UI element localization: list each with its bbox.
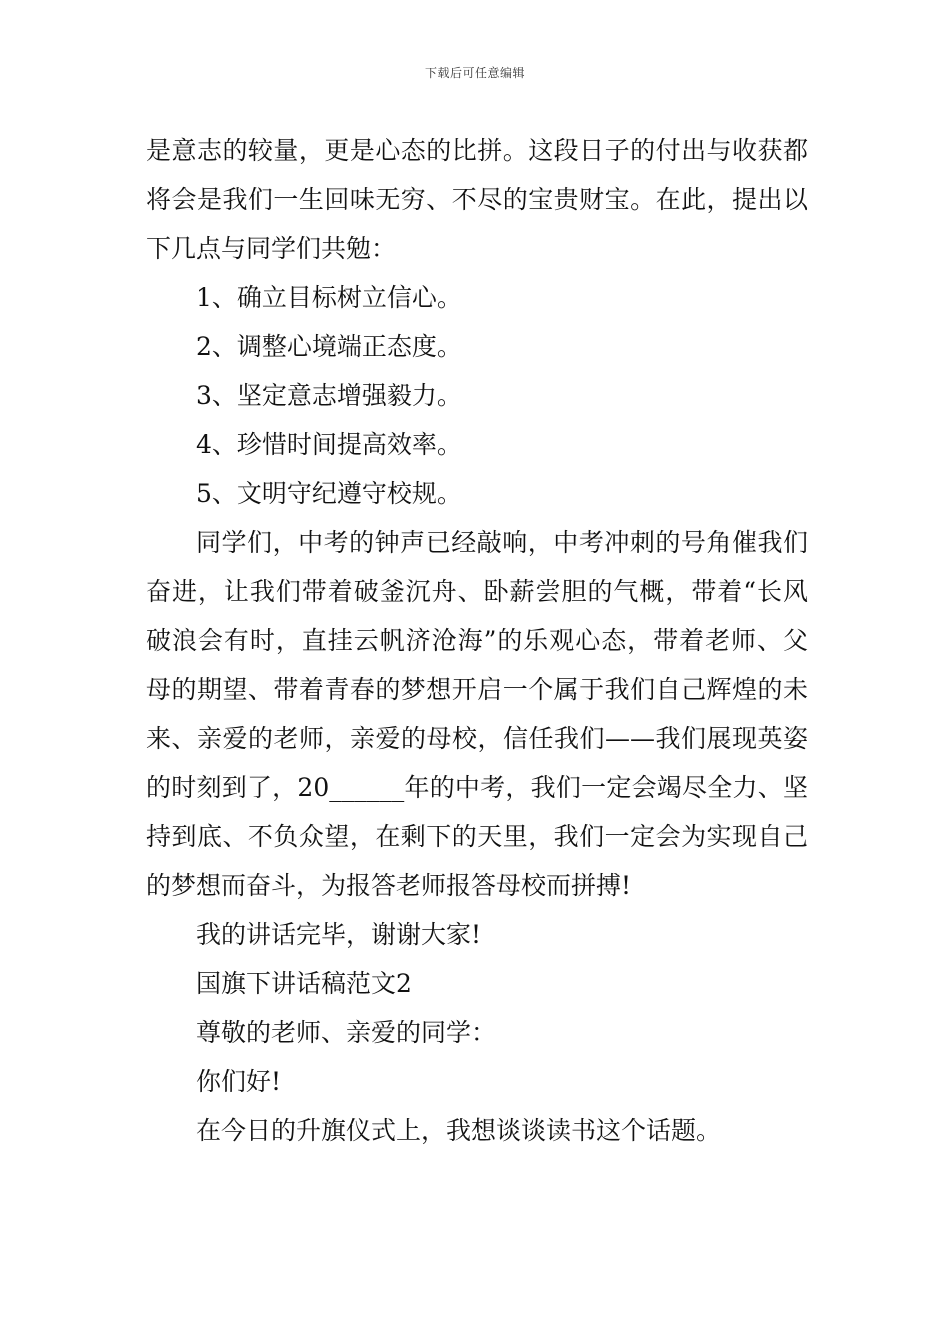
paragraph-closing: 我的讲话完毕，谢谢大家! — [196, 920, 482, 949]
greeting: 你们好! — [196, 1067, 282, 1096]
section-title: 国旗下讲话稿范文2 — [196, 969, 412, 998]
list-item-4: 4、珍惜时间提高效率。 — [196, 430, 462, 459]
list-item-5: 5、文明守纪遵守校规。 — [196, 479, 462, 508]
page-header: 下载后可任意编辑 — [424, 66, 525, 80]
list-item-2: 2、调整心境端正态度。 — [196, 332, 462, 361]
list-item-1: 1、确立目标树立信心。 — [196, 283, 462, 312]
paragraph-intro: 在今日的升旗仪式上，我想谈谈读书这个话题。 — [196, 1116, 722, 1145]
paragraph-body: 同学们，中考的钟声已经敲响，中考冲刺的号角催我们奋进，让我们带着破釜沉舟、卧薪尝胆的气概，带着“长风破浪会有时，直挂云帆济沧海”的乐观心态，带着老师、父母的期望、带着青春的梦想开启一个属于我们自己辉煌的未来、亲爱的老师，亲爱的母校，信任我们——我们展现英姿的时刻到了，20______年的中考，我们一定会竭尽全力、坚持到底、不负众望，在剩下的天里，我们一定会为实现自己的梦想而奋斗，为报答老师报答母校而拼搏! — [146, 528, 808, 900]
paragraph-continuation: 是意志的较量，更是心态的比拼。这段日子的付出与收获都将会是我们一生回味无穷、不尽的宝贵财宝。在此，提出以下几点与同学们共勉： — [146, 136, 808, 263]
list-item-3: 3、坚定意志增强毅力。 — [196, 381, 462, 410]
salutation: 尊敬的老师、亲爱的同学： — [196, 1018, 497, 1047]
document-body — [146, 126, 808, 1155]
